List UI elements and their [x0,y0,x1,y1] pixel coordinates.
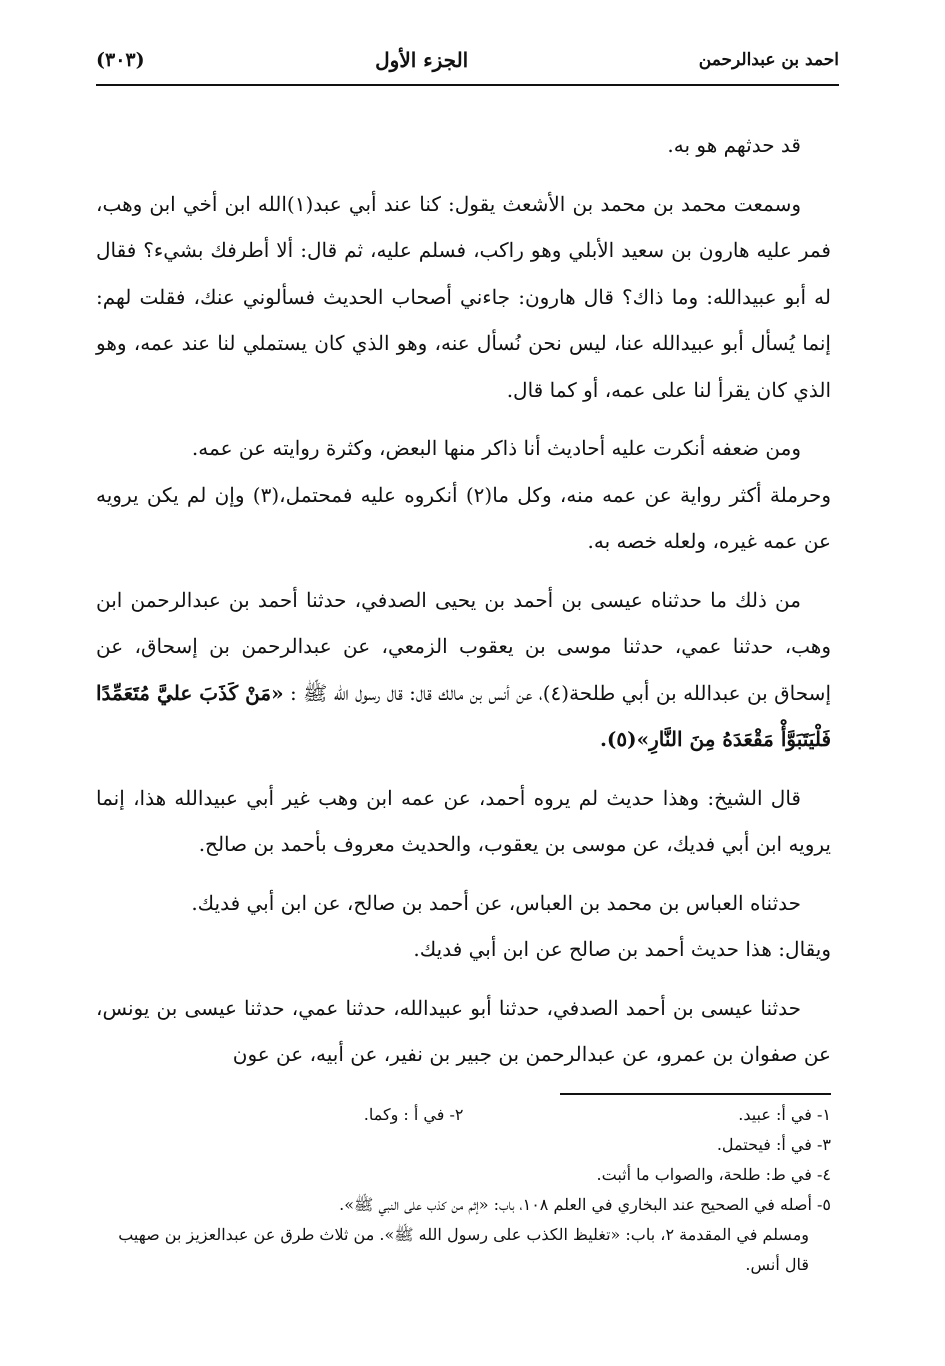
footnote-1: ١- في أ: عبيد. [738,1105,831,1124]
paragraph-7: حدثنا عيسى بن أحمد الصدفي، حدثنا أبو عبيدالله، حدثنا عمي، حدثنا عيسى بن يونس، عن صفوان بن عمرو، عن عبدالرحمن بن جبير بن نفير، عن أبيه، عن عون [96,995,831,1066]
footnote-3: ٣- في أ: فيحتمل. [716,1135,831,1154]
footnote-divider [560,1093,831,1095]
header-divider [96,84,839,86]
paragraph-5: قال الشيخ: وهذا حديث لم يروه أحمد، عن عمه ابن وهب غير أبي عبيدالله هذا، إنما يرويه ابن أبي فديك، عن موسى بن يعقوب، والحديث معروف بأحمد بن صالح. [96,785,831,856]
hadith-text: «مَنْ كَذَبَ عليَّ مُتَعَمِّدًا فَلْيَتَبَوَّأْ مَقْعَدَهُ مِنَ النَّارِ»(٥). [96,680,831,751]
running-header [96,40,839,80]
paragraph-1: قد حدثهم هو به. [667,133,801,157]
footnote-4: ٤- في ط: طلحة، والصواب ما أثبت. [596,1165,831,1184]
footnote-row [96,1100,831,1130]
paragraph-3a: ومن ضعفه أنكرت عليه أحاديث أنا ذاكر منها البعض، وكثرة روايته عن عمه. [191,436,801,460]
page-number: (٣٠٣) [96,49,145,71]
footnote-5-continued: ومسلم في المقدمة ٢، باب: «تغليظ الكذب على رسول الله ﷺ». من ثلاث طرق عن عبدالعزيز بن صهيب قال أنس. [118,1225,809,1274]
footnote-5: ٥- أصله في الصحيح عند البخاري في العلم ١٠٨، باب: «إثم من كذب على النبي ﷺ». [339,1195,831,1214]
header-part-title: الجزء الأول [375,48,469,72]
paragraph-2: وسمعت محمد بن محمد بن الأشعث يقول: كنا عند أبي عبد(١)الله ابن أخي ابن وهب، فمر عليه هارون بن سعيد الأبلي وهو راكب، فسلم عليه، ثم قال: ألا أطرفك بشيء؟ فقال له أبو عبيدالله: وما ذاك؟ قال هارون: جاءني أصحاب الحديث فسألوني عنك، فقلت لهم: إنما يُسأل أبو عبيدالله عنا، ليس نحن نُسأل عنه، وهو الذي كان يستملي لنا عند عمه، وهو الذي كان يقرأ لنا على عمه، أو كما قال. [96,191,831,402]
paragraph-4-intro: من ذلك ما حدثناه عيسى بن أحمد بن يحيى الصدفي، حدثنا أحمد بن عبدالرحمن ابن وهب، حدثنا عمي، حدثنا موسى بن يعقوب الزمعي، عن عبدالرحمن بن إسحاق، عن إسحاق بن عبدالله بن أبي طلحة(٤)، عن أنس بن مالك قال: قال رسول الله ﷺ : [96,587,831,705]
main-text [96,122,831,1090]
paragraph-3b: وحرملة أكثر رواية عن عمه منه، وكل ما(٢) أنكروه عليه فمحتمل،(٣) وإن لم يكن يرويه عن عمه غيره، ولعله خصه به. [96,482,831,553]
paragraph-6a: حدثناه العباس بن محمد بن العباس، عن أحمد بن صالح، عن ابن أبي فديك. [191,890,801,915]
footnote-2: ٢- في أ : وكما. [363,1105,464,1124]
paragraph-6b: ويقال: هذا حديث أحمد بن صالح عن ابن أبي فديك. [413,937,831,961]
paragraph-4 [96,577,831,763]
header-author: احمد بن عبدالرحمن [698,50,839,70]
footnotes [96,1100,831,1280]
